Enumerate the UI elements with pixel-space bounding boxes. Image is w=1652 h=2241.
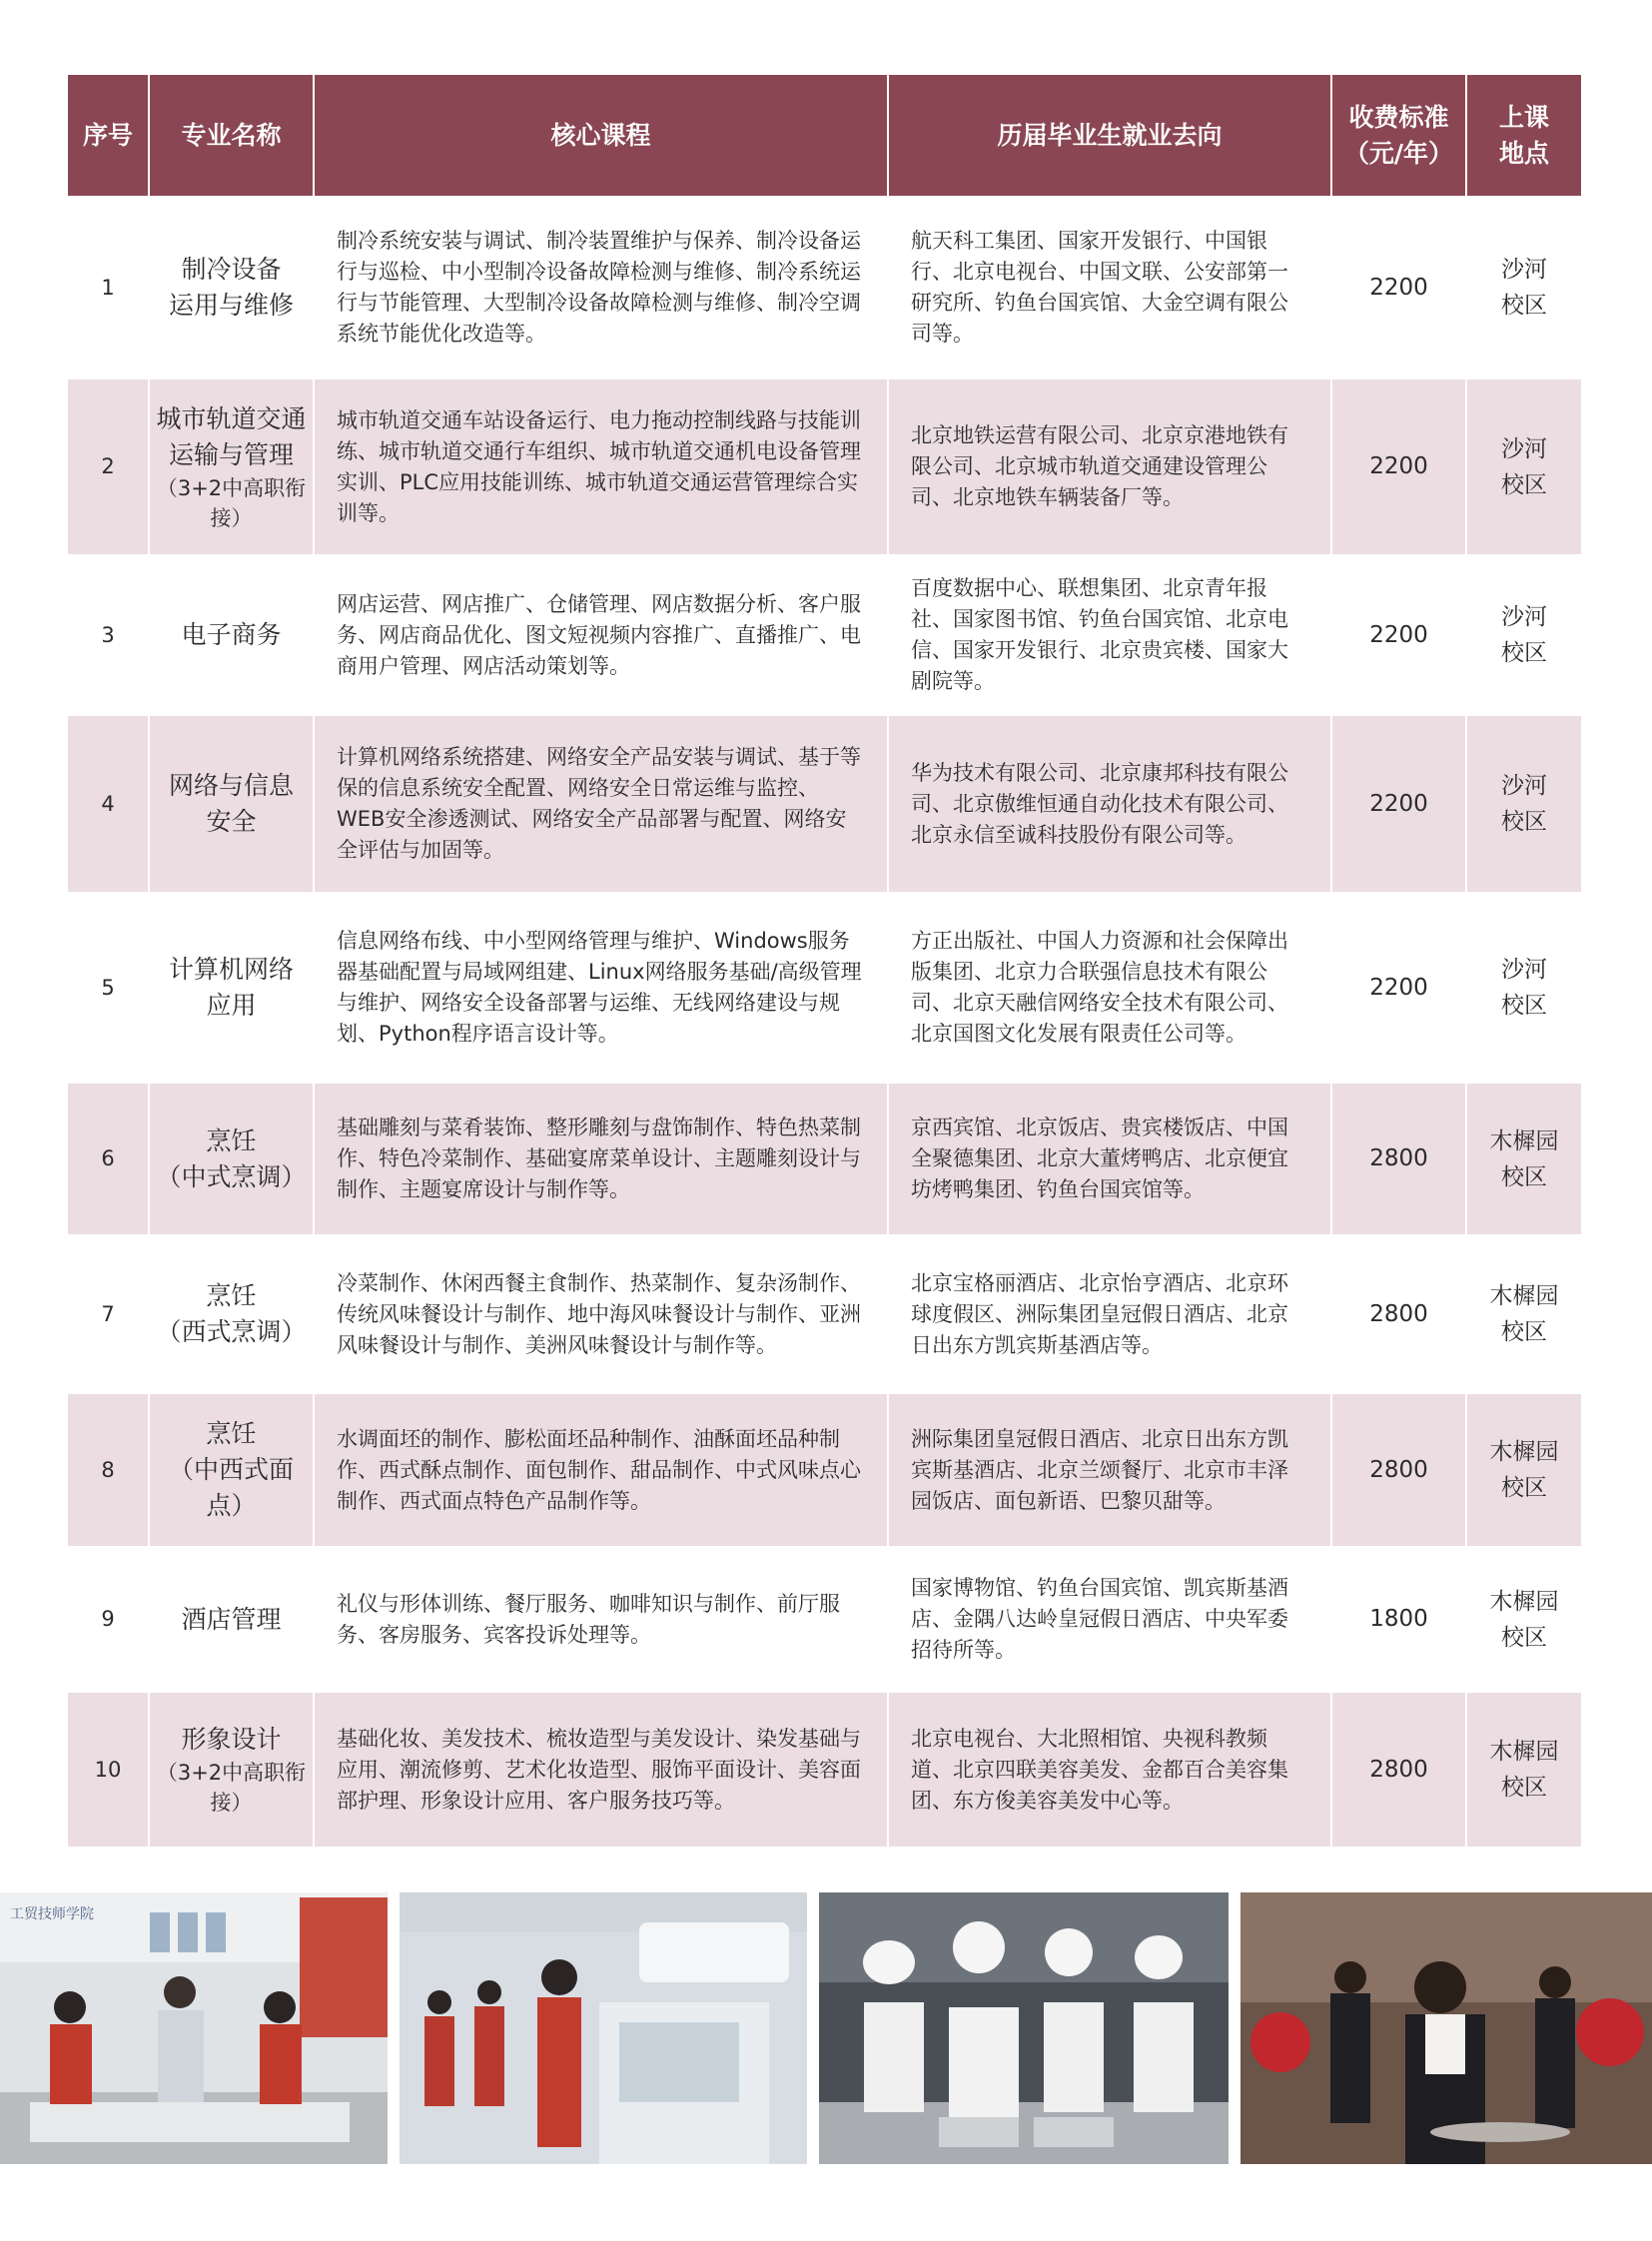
cell-location: [1466, 1393, 1581, 1547]
cell-fee: 2200: [1331, 715, 1466, 893]
cell-location: [1466, 197, 1581, 378]
cell-core-courses: 礼仪与形体训练、餐厅服务、咖啡知识与制作、前厅服务、客房服务、宾客投诉处理等。: [314, 1547, 888, 1692]
major-note-text: （3+2中高职衔接）: [156, 1761, 307, 1815]
cell-core-courses: 计算机网络系统搭建、网络安全产品安装与调试、基于等保的信息系统安全配置、网络安全日常运维与监控、WEB安全渗透测试、网络安全产品部署与配置、网络安全评估与加固等。: [314, 715, 888, 893]
cell-graduate-destinations: 百度数据中心、联想集团、北京青年报社、国家图书馆、钓鱼台国宾馆、北京电信、国家开发银行、北京贵宾楼、国家大剧院等。: [888, 555, 1331, 715]
cell-index: 2: [68, 378, 149, 555]
hvac-training-illustration: [400, 1892, 807, 2164]
table-row: [68, 555, 1581, 715]
cell-core-courses: 水调面坯的制作、膨松面坯品种制作、油酥面坯品种制作、西式酥点制作、面包制作、甜品制作、中式风味点心制作、西式面点特色产品制作等。: [314, 1393, 888, 1547]
location-text: 沙河 校区: [1501, 773, 1547, 835]
location-text: 沙河 校区: [1501, 257, 1547, 319]
header-location: 上课 地点: [1466, 75, 1581, 197]
cell-index: 10: [68, 1692, 149, 1847]
cell-location: [1466, 715, 1581, 893]
cell-fee: 2200: [1331, 378, 1466, 555]
major-note-text: （3+2中高职衔接）: [156, 475, 307, 530]
table-row: [68, 1393, 1581, 1547]
major-name-text: 电子商务: [181, 620, 282, 649]
cell-major-name: [149, 715, 314, 893]
hotel-service-illustration: [1240, 1892, 1652, 2164]
major-name-text: 城市轨道交通 运输与管理: [156, 403, 307, 469]
cell-core-courses: 城市轨道交通车站设备运行、电力拖动控制线路与技能训练、城市轨道交通行车组织、城市轨道交通机电设备管理实训、PLC应用技能训练、城市轨道交通运营管理综合实训等。: [314, 378, 888, 555]
majors-table: [68, 75, 1581, 1847]
header-graduate-destinations: 历届毕业生就业去向: [888, 75, 1331, 197]
cell-major-name: [149, 555, 314, 715]
cell-core-courses: 网店运营、网店推广、仓储管理、网店数据分析、客户服务、网店商品优化、图文短视频内容推广、直播推广、电商用户管理、网店活动策划等。: [314, 555, 888, 715]
cell-location: [1466, 1547, 1581, 1692]
major-name-text: 烹饪 （中西式面点）: [168, 1419, 294, 1520]
refrigeration-lab-illustration: [0, 1892, 388, 2164]
cell-graduate-destinations: 华为技术有限公司、北京康邦科技有限公司、北京傲维恒通自动化技术有限公司、北京永信至诚科技股份有限公司等。: [888, 715, 1331, 893]
header-index: 序号: [68, 75, 149, 197]
location-text: 木樨园 校区: [1489, 1588, 1559, 1651]
cell-index: 1: [68, 197, 149, 378]
photo-chef-class: [819, 1892, 1229, 2164]
photo-hvac-training: [400, 1892, 807, 2164]
header-major-name: 专业名称: [149, 75, 314, 197]
table-row: [68, 1692, 1581, 1847]
cell-major-name: [149, 1393, 314, 1547]
major-name-text: 形象设计: [181, 1725, 282, 1754]
location-text: 沙河 校区: [1501, 604, 1547, 666]
cell-index: 9: [68, 1547, 149, 1692]
cell-major-name: [149, 197, 314, 378]
cell-core-courses: 信息网络布线、中小型网络管理与维护、Windows服务器基础配置与局域网组建、Linux网络服务基础/高级管理与维护、网络安全设备部署与运维、无线网络建设与规划、Python程序语言设计等。: [314, 893, 888, 1083]
lab-sign-text: 工贸技师学院: [10, 1905, 94, 1921]
cell-fee: 2800: [1331, 1393, 1466, 1547]
cell-core-courses: 冷菜制作、休闲西餐主食制作、热菜制作、复杂汤制作、传统风味餐设计与制作、地中海风味餐设计与制作、亚洲风味餐设计与制作、美洲风味餐设计与制作等。: [314, 1235, 888, 1393]
cell-location: [1466, 893, 1581, 1083]
cell-fee: 2800: [1331, 1235, 1466, 1393]
location-text: 沙河 校区: [1501, 957, 1547, 1019]
cell-graduate-destinations: 京西宾馆、北京饭店、贵宾楼饭店、中国全聚德集团、北京大董烤鸭店、北京便宜坊烤鸭集团、钓鱼台国宾馆等。: [888, 1083, 1331, 1235]
cell-graduate-destinations: 北京地铁运营有限公司、北京京港地铁有限公司、北京城市轨道交通建设管理公司、北京地铁车辆装备厂等。: [888, 378, 1331, 555]
cell-index: 3: [68, 555, 149, 715]
major-name-text: 烹饪 （西式烹调）: [156, 1281, 307, 1346]
photo-refrigeration-lab: [0, 1892, 388, 2164]
cell-graduate-destinations: 航天科工集团、国家开发银行、中国银行、北京电视台、中国文联、公安部第一研究所、钓鱼台国宾馆、大金空调有限公司等。: [888, 197, 1331, 378]
cell-core-courses: 基础化妆、美发技术、梳妆造型与美发设计、染发基础与应用、潮流修剪、艺术化妆造型、服饰平面设计、美容面部护理、形象设计应用、客户服务技巧等。: [314, 1692, 888, 1847]
table-row: [68, 1235, 1581, 1393]
major-name-text: 网络与信息 安全: [168, 771, 294, 836]
cell-location: [1466, 378, 1581, 555]
cell-index: 5: [68, 893, 149, 1083]
header-fee: 收费标准 （元/年）: [1331, 75, 1466, 197]
header-core-courses: 核心课程: [314, 75, 888, 197]
cell-graduate-destinations: 国家博物馆、钓鱼台国宾馆、凯宾斯基酒店、金隅八达岭皇冠假日酒店、中央军委招待所等。: [888, 1547, 1331, 1692]
cell-major-name: [149, 1235, 314, 1393]
table-row: [68, 1547, 1581, 1692]
table-row: [68, 893, 1581, 1083]
cell-fee: 2200: [1331, 893, 1466, 1083]
cell-graduate-destinations: 方正出版社、中国人力资源和社会保障出版集团、北京力合联强信息技术有限公司、北京天融信网络安全技术有限公司、北京国图文化发展有限责任公司等。: [888, 893, 1331, 1083]
photo-hotel-service: [1240, 1892, 1652, 2164]
location-text: 木樨园 校区: [1489, 1739, 1559, 1801]
table-row: [68, 1083, 1581, 1235]
major-name-text: 计算机网络 应用: [168, 955, 294, 1020]
chef-class-illustration: [819, 1892, 1229, 2164]
table-row: [68, 197, 1581, 378]
cell-fee: 1800: [1331, 1547, 1466, 1692]
table-row: [68, 378, 1581, 555]
cell-core-courses: 基础雕刻与菜肴装饰、整形雕刻与盘饰制作、特色热菜制作、特色冷菜制作、基础宴席菜单设计、主题雕刻设计与制作、主题宴席设计与制作等。: [314, 1083, 888, 1235]
cell-fee: 2200: [1331, 555, 1466, 715]
location-text: 木樨园 校区: [1489, 1439, 1559, 1501]
cell-location: [1466, 555, 1581, 715]
cell-location: [1466, 1235, 1581, 1393]
location-text: 木樨园 校区: [1489, 1283, 1559, 1345]
cell-major-name: [149, 378, 314, 555]
cell-index: 8: [68, 1393, 149, 1547]
cell-major-name: [149, 893, 314, 1083]
table-header-row: [68, 75, 1581, 197]
major-name-text: 制冷设备 运用与维修: [168, 255, 294, 320]
cell-location: [1466, 1692, 1581, 1847]
location-text: 沙河 校区: [1501, 435, 1547, 498]
table-row: [68, 715, 1581, 893]
cell-location: [1466, 1083, 1581, 1235]
major-name-text: 酒店管理: [181, 1604, 282, 1634]
cell-index: 4: [68, 715, 149, 893]
cell-major-name: [149, 1692, 314, 1847]
location-text: 木樨园 校区: [1489, 1127, 1559, 1190]
major-name-text: 烹饪 （中式烹调）: [156, 1125, 307, 1191]
cell-fee: 2800: [1331, 1083, 1466, 1235]
cell-graduate-destinations: 北京电视台、大北照相馆、央视科教频道、北京四联美容美发、金都百合美容集团、东方俊美容美发中心等。: [888, 1692, 1331, 1847]
cell-fee: 2200: [1331, 197, 1466, 378]
cell-graduate-destinations: 北京宝格丽酒店、北京怡亨酒店、北京环球度假区、洲际集团皇冠假日酒店、北京日出东方凯宾斯基酒店等。: [888, 1235, 1331, 1393]
cell-index: 7: [68, 1235, 149, 1393]
cell-fee: 2800: [1331, 1692, 1466, 1847]
cell-major-name: [149, 1547, 314, 1692]
cell-major-name: [149, 1083, 314, 1235]
cell-core-courses: 制冷系统安装与调试、制冷装置维护与保养、制冷设备运行与巡检、中小型制冷设备故障检测与维修、制冷系统运行与节能管理、大型制冷设备故障检测与维修、制冷空调系统节能优化改造等。: [314, 197, 888, 378]
cell-graduate-destinations: 洲际集团皇冠假日酒店、北京日出东方凯宾斯基酒店、北京兰颂餐厅、北京市丰泽园饭店、面包新语、巴黎贝甜等。: [888, 1393, 1331, 1547]
cell-index: 6: [68, 1083, 149, 1235]
